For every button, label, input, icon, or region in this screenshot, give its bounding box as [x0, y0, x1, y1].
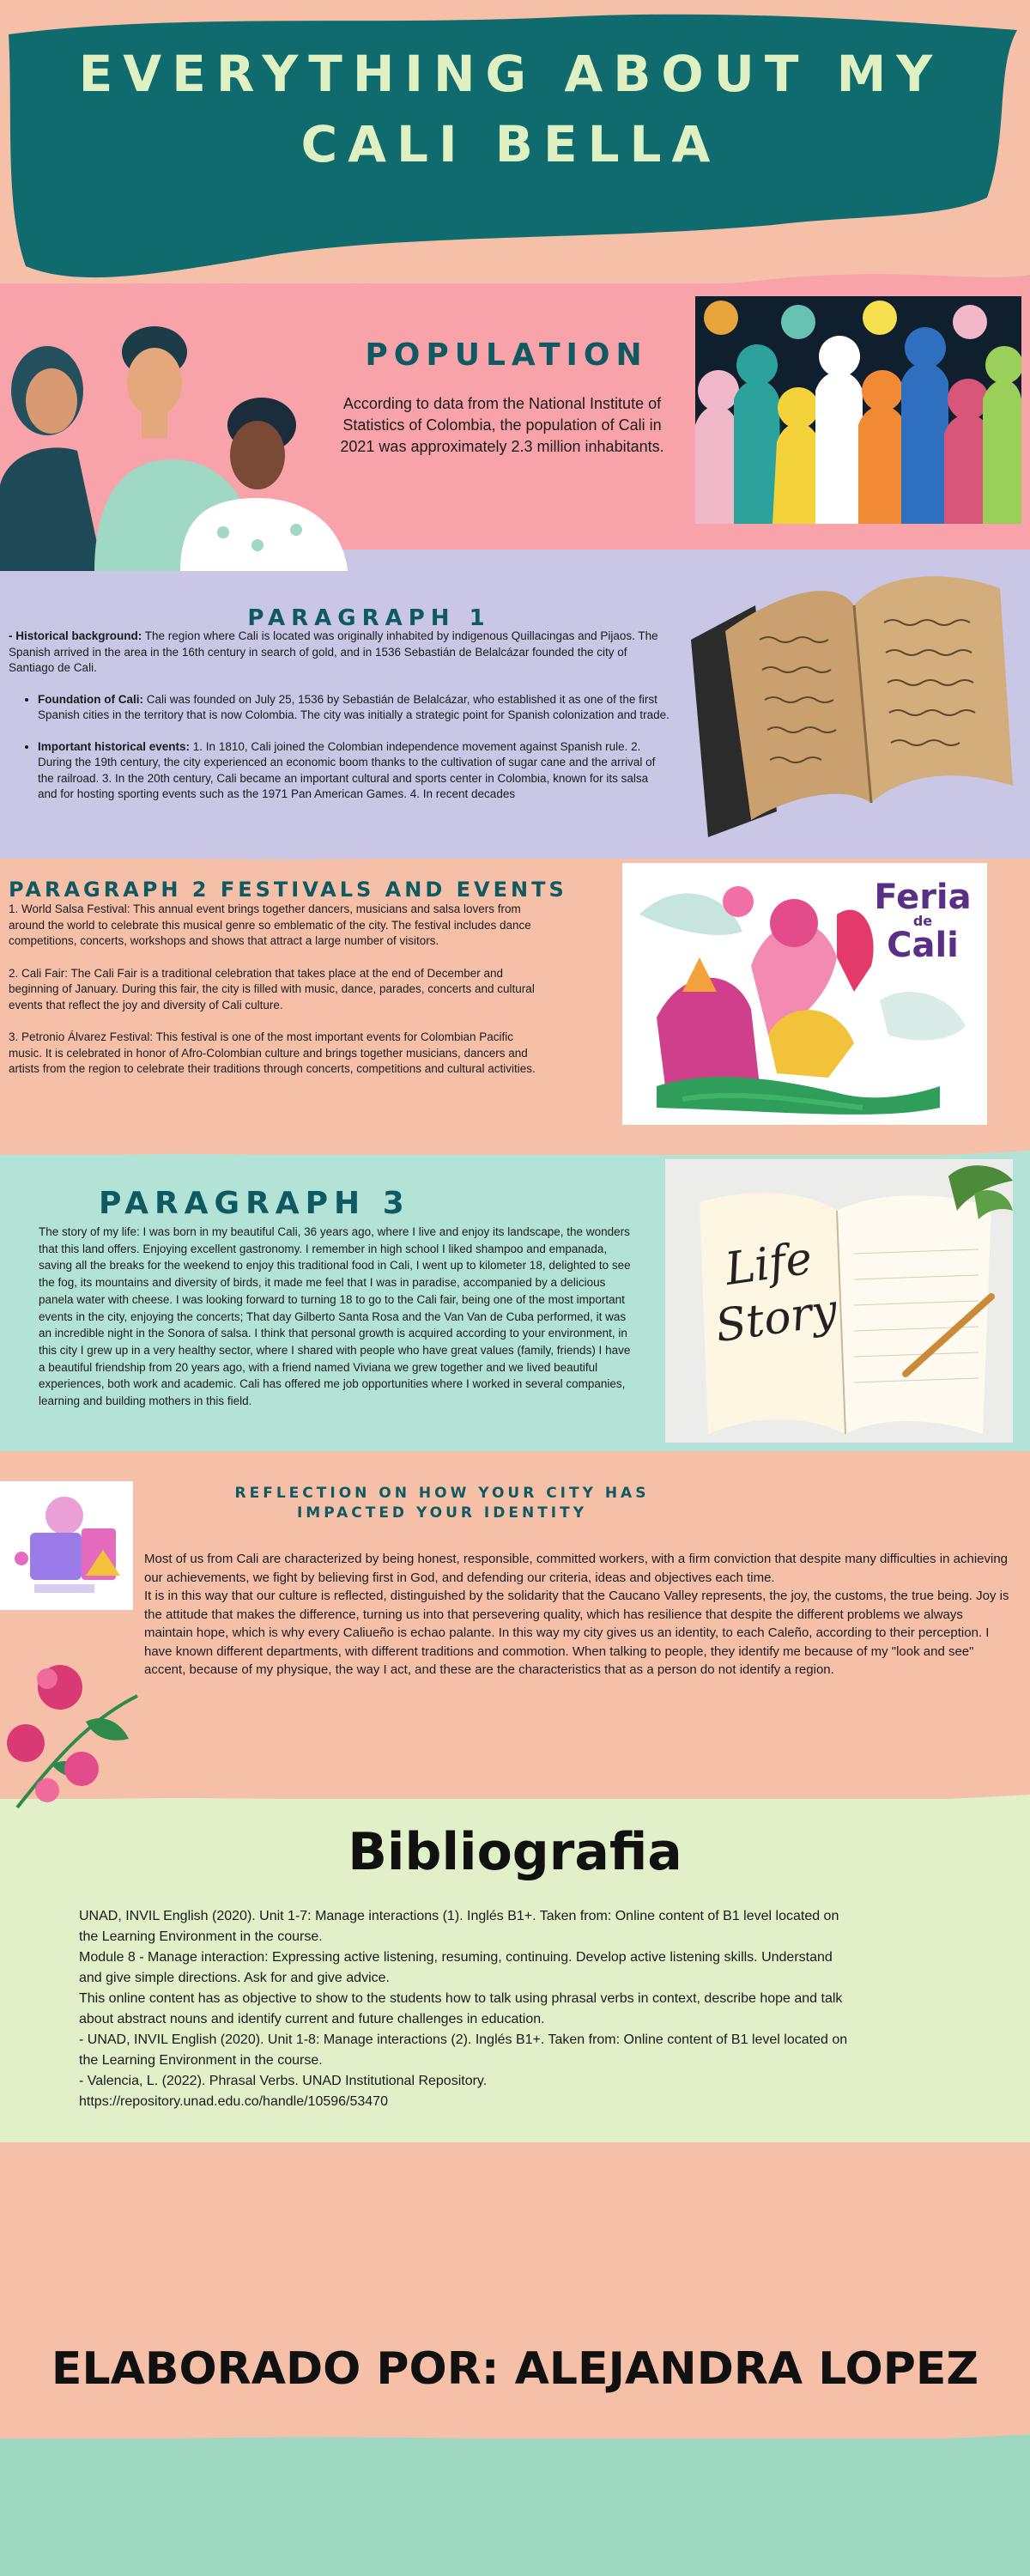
life-story-photo — [665, 1159, 1013, 1443]
feria-logo — [871, 880, 974, 963]
paragraph1-heading: PARAGRAPH 1 — [247, 605, 491, 631]
feria-logo-word: Feria — [874, 878, 972, 917]
paragraph1-list — [9, 692, 670, 803]
life-story-word-1: Life — [722, 1232, 815, 1297]
bibliography-list — [79, 1906, 851, 2112]
paragraph1-intro-text: The region where Cali is located was originally inhabited by indigenous Quillacingas and Pijaos. The Spanish arrived in the area in the 16th century in search of gold, and in 1536 Sebastián de Belalcázar founded the city of Santiago de Cali. — [9, 629, 658, 674]
paragraph2-heading: PARAGRAPH 2 FESTIVALS AND EVENTS — [9, 878, 567, 902]
reflection-paragraph: It is in this way that our culture is reflected, distinguished by the solidarity that the Caucano Valley represents, the joy, the customs, the true being. Joy is the attitude that makes the difference, turning us into that persevering quality, which has resilience that despite the different problems we always maintain hope, which is why every Caliueño is echao palante. In this way my city gives us an identity, to each Caleño, according to their perception. I have known different departments, with different traditions and commotion. When talking to people, they identify me because of my "look and see" accent, because of my physique, the way I act, and these are the characteristics that as a person do not identify a region. — [144, 1589, 1009, 1677]
paragraph1-intro — [9, 629, 670, 677]
flower-illustration — [0, 1627, 146, 1816]
bibliography-entry: UNAD, INVIL English (2020). Unit 1-7: Manage interactions (1). Inglés B1+. Taken from: Online content of B1 level located on the Learning Environment in the course. — [79, 1909, 839, 1944]
list-item-text: 1. In 1810, Cali joined the Colombian independence movement against Spanish rule. 2. During the 19th century, the city experienced an economic boom thanks to the cultivation of sugar cane and the arrival of the railroad. 3. In the 20th century, Cali became an important cultural and sports center in Colombia, known for its salsa and for hosting sporting events such as the 1971 Pan American Games. 4. In recent decades — [38, 739, 656, 800]
reflection-heading — [142, 1484, 742, 1523]
bibliography-entry: - UNAD, INVIL English (2020). Unit 1-8: Manage interactions (2). Inglés B1+. Taken from: Online content of B1 level located on the Learning Environment in the course. — [79, 2032, 848, 2068]
paragraph1-body — [9, 629, 670, 818]
feria-logo-de: de — [912, 913, 933, 929]
population-text: According to data from the National Institute of Statistics of Colombia, the population of Cali in 2021 was approximately 2.3 million inhabitants. — [340, 395, 664, 455]
list-item — [38, 739, 670, 803]
festival-item: 1. World Salsa Festival: This annual event brings together dancers, musicians and salsa lovers from around the world to celebrate this musical genre so emblematic of the city. The festival includes dance competitions, concerts, workshops and shows that attract a large number of visitors. — [9, 902, 531, 947]
crowd-illustration — [695, 296, 1021, 524]
reflection-heading-line-2: IMPACTED YOUR IDENTITY — [296, 1504, 588, 1522]
paragraph1-intro-label: - Historical background: — [9, 629, 142, 642]
festival-item: 3. Petronio Álvarez Festival: This festival is one of the most important events for Colombian Pacific music. It is celebrated in honor of Afro-Colombian culture and brings together musicians, dancers and artists from the region to celebrate their traditions through concerts, competitions and cultural activities. — [9, 1030, 536, 1075]
paragraph3-heading: PARAGRAPH 3 — [99, 1186, 410, 1221]
author-credit: ELABORADO POR: ALEJANDRA LOPEZ — [51, 2343, 979, 2395]
feria-de-cali-poster — [622, 863, 987, 1125]
reflection-heading-line-1: REFLECTION ON HOW YOUR CITY HAS — [234, 1485, 650, 1502]
bibliography-entry: This online content has as objective to show to the students how to talk using phrasal verbs in context, describe hope and talk about abstract nouns and identify current and future challenges in education. — [79, 1991, 843, 2026]
list-item-label: Foundation of Cali: — [38, 692, 143, 706]
life-story-word-2: Story — [712, 1285, 840, 1353]
feria-logo-city: Cali — [887, 926, 959, 965]
reflection-body — [144, 1550, 1013, 1680]
festival-item: 2. Cali Fair: The Cali Fair is a traditional celebration that takes place at the end of December and beginning of January. During this fair, the city is filled with music, dance, parades, concerts and cultural events that reflect the joy and diversity of Cali culture. — [9, 966, 535, 1012]
bibliography-heading: Bibliografia — [348, 1822, 682, 1882]
people-illustration — [0, 305, 360, 571]
life-story-words — [701, 1228, 844, 1355]
title-line-1: EVERYTHING ABOUT MY — [78, 45, 943, 103]
paragraph3-text: The story of my life: I was born in my beautiful Cali, 36 years ago, where I live and enjoy its landscape, the wonders that this land offers. Enjoying excellent gastronomy. I remember in high school I liked shampoo and empanada, saving all the breaks for the weekend to enjoy this traditional food in Cali, I went up to kilometer 18, delighted to see the fog, its mountains and diversity of birds, it made me feel that I was in paradise, accompanied by a delicious panela water with cheese. I was looking forward to turning 18 to go to the Cali fair, being one of the most important events in the city, enjoying the concerts; That day Gilberto Santa Rosa and the Van Van de Cuba performed, it was an incredible night in the Sonora of salsa. I think that personal growth is acquired according to your environment, in this city I grew up in a very healthy sector, where I shared with people who have great values (family, friends) I have a beautiful friendship from 20 years ago, with a friend named Viviana we grew together and we lived beautiful experiences, both work and academic. Cali has offered me job opportunities where I worked in several companies, learning and building mothers in this field. — [39, 1225, 631, 1408]
list-item-label: Important historical events: — [38, 739, 191, 753]
paragraph2-body — [9, 902, 549, 1078]
old-book-illustration — [674, 554, 1026, 846]
list-item-text: Cali was founded on July 25, 1536 by Sebastián de Belalcázar, who established it as one of the first Spanish cities in the territory that is now Colombia. The city was initially a strategic point for Spanish colonization and trade. — [38, 692, 670, 721]
bibliography-link[interactable]: https://repository.unad.edu.co/handle/10596/53470 — [79, 2094, 388, 2109]
identity-icon — [0, 1481, 137, 1610]
title-block — [34, 39, 987, 179]
list-item — [38, 692, 670, 724]
title-line-2: CALI BELLA — [300, 115, 721, 173]
bibliography-entry: - Valencia, L. (2022). Phrasal Verbs. UNAD Institutional Repository. — [79, 2074, 488, 2088]
reflection-paragraph: Most of us from Cali are characterized by being honest, responsible, committed workers, with a firm conviction that despite many difficulties in achieving our achievements, we fight by believing first in God, and defending our criteria, ideas and objectives each time. — [144, 1552, 1009, 1585]
population-heading: POPULATION — [365, 337, 648, 373]
bibliography-entry: Module 8 - Manage interaction: Expressing active listening, resuming, continuing. Develop active listening skills. Understand and give simple directions. Ask for and give advice. — [79, 1950, 833, 1985]
